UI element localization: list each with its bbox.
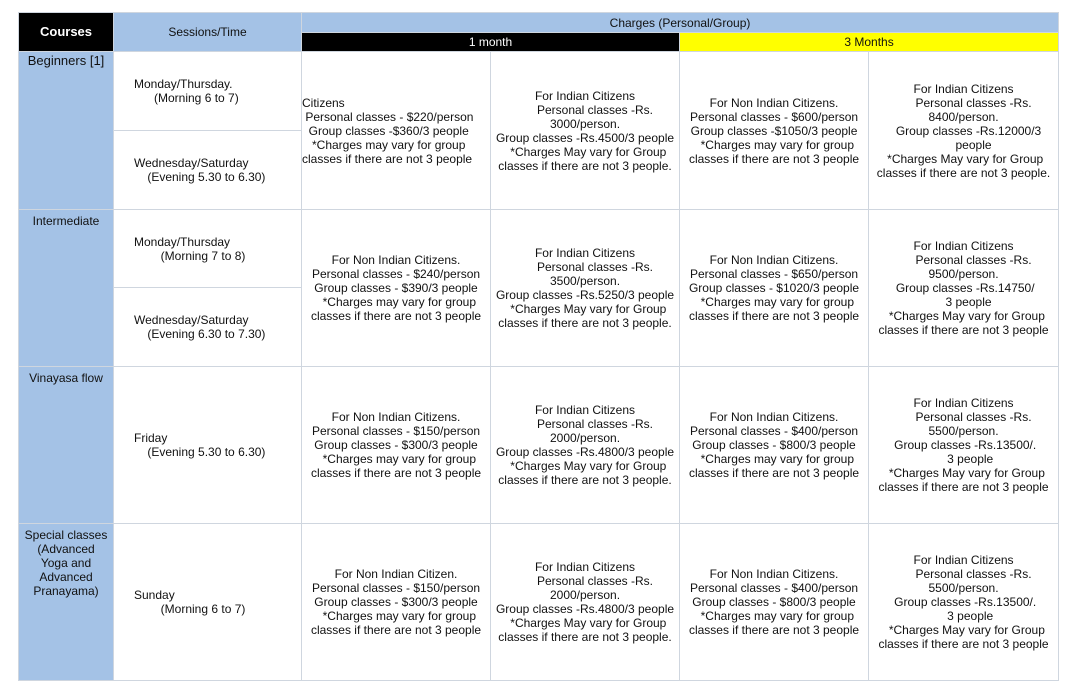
price-three-months-indian: For Indian Citizens Personal classes -Rs. 9500/person. Group classes -Rs.14750/ 3 people *Charges May vary for Group classes if there are not 3 people <box>869 210 1059 367</box>
header-three-months: 3 Months <box>680 33 1059 52</box>
session-time: Wednesday/Saturday (Evening 5.30 to 6.30) <box>114 131 302 210</box>
price-three-months-indian: For Indian Citizens Personal classes -Rs. 5500/person. Group classes -Rs.13500/. 3 people *Charges May vary for Group classes if there are not 3 people <box>869 367 1059 524</box>
price-three-months-non-indian: For Non Indian Citizens. Personal classes - $400/person Group classes - $800/3 people *Charges may vary for group classes if there are not 3 people <box>680 367 869 524</box>
header-courses: Courses <box>19 13 114 52</box>
price-one-month-non-indian: For Non Indian Citizens. Personal classes - $150/person Group classes - $300/3 people *Charges may vary for group classes if there are not 3 people <box>302 367 491 524</box>
course-name: Special classes (Advanced Yoga and Advanced Pranayama) <box>19 524 114 681</box>
header-charges: Charges (Personal/Group) <box>302 13 1059 33</box>
header-one-month: 1 month <box>302 33 680 52</box>
price-three-months-non-indian: For Non Indian Citizens. Personal classes - $650/person Group classes - $1020/3 people *Charges may vary for group classes if there are not 3 people <box>680 210 869 367</box>
price-one-month-non-indian: Citizens Personal classes - $220/person Group classes -$360/3 people *Charges may vary for group classes if there are not 3 people <box>302 52 491 210</box>
course-name: Vinayasa flow <box>19 367 114 524</box>
header-sessions-time: Sessions/Time <box>114 13 302 52</box>
price-one-month-indian: For Indian Citizens Personal classes -Rs. 3500/person. Group classes -Rs.5250/3 people *Charges May vary for Group classes if there are not 3 people. <box>491 210 680 367</box>
courses-charges-table <box>18 12 1059 681</box>
price-one-month-indian: For Indian Citizens Personal classes -Rs. 2000/person. Group classes -Rs.4800/3 people *Charges May vary for Group classes if there are not 3 people. <box>491 367 680 524</box>
session-time: Wednesday/Saturday (Evening 6.30 to 7.30) <box>114 288 302 367</box>
table-row <box>19 52 1059 131</box>
price-one-month-non-indian: For Non Indian Citizen. Personal classes - $150/person Group classes - $300/3 people *Charges may vary for group classes if there are not 3 people <box>302 524 491 681</box>
price-one-month-indian: For Indian Citizens Personal classes -Rs. 3000/person. Group classes -Rs.4500/3 people *Charges May vary for Group classes if there are not 3 people. <box>491 52 680 210</box>
table-row <box>19 524 1059 681</box>
price-three-months-indian: For Indian Citizens Personal classes -Rs. 5500/person. Group classes -Rs.13500/. 3 people *Charges May vary for Group classes if there are not 3 people <box>869 524 1059 681</box>
session-time: Friday (Evening 5.30 to 6.30) <box>114 367 302 524</box>
price-one-month-indian: For Indian Citizens Personal classes -Rs. 2000/person. Group classes -Rs.4800/3 people *Charges May vary for Group classes if there are not 3 people. <box>491 524 680 681</box>
session-time: Sunday (Morning 6 to 7) <box>114 524 302 681</box>
price-three-months-non-indian: For Non Indian Citizens. Personal classes - $400/person Group classes - $800/3 people *Charges may vary for group classes if there are not 3 people <box>680 524 869 681</box>
session-time: Monday/Thursday. (Morning 6 to 7) <box>114 52 302 131</box>
table-row <box>19 367 1059 524</box>
table-row <box>19 210 1059 288</box>
course-name: Beginners [1] <box>19 52 114 210</box>
price-three-months-non-indian: For Non Indian Citizens. Personal classes - $600/person Group classes -$1050/3 people *Charges may vary for group classes if there are not 3 people <box>680 52 869 210</box>
price-three-months-indian: For Indian Citizens Personal classes -Rs. 8400/person. Group classes -Rs.12000/3 people *Charges May vary for Group classes if there are not 3 people. <box>869 52 1059 210</box>
course-name: Intermediate <box>19 210 114 367</box>
session-time: Monday/Thursday (Morning 7 to 8) <box>114 210 302 288</box>
price-one-month-non-indian: For Non Indian Citizens. Personal classes - $240/person Group classes - $390/3 people *Charges may vary for group classes if there are not 3 people <box>302 210 491 367</box>
